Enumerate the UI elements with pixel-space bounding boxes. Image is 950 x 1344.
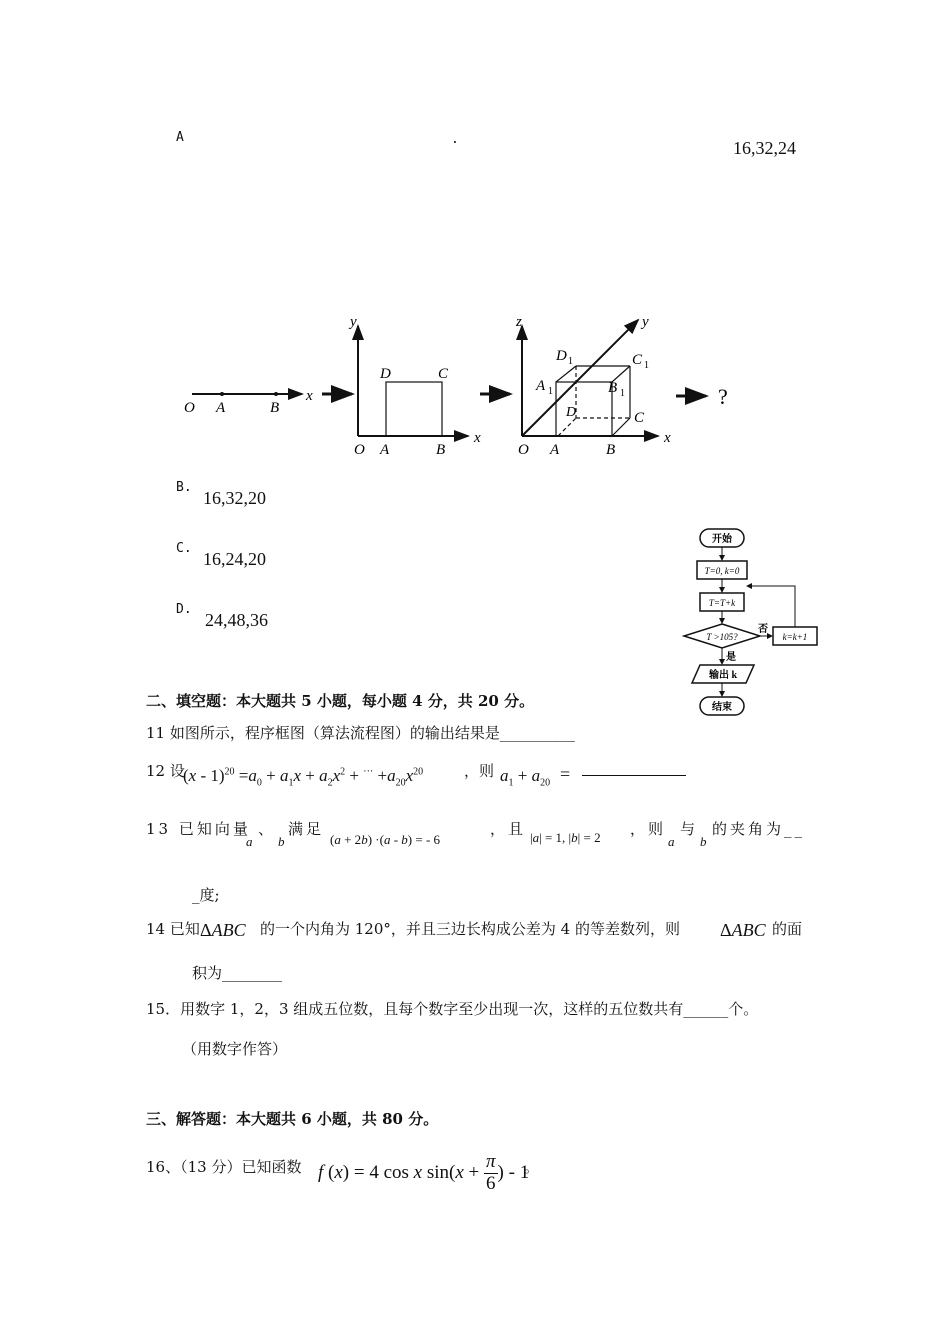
- q13-norms: |a| = 1, |b| = 2: [530, 830, 601, 845]
- option-a-value: 16,32,24: [733, 138, 796, 158]
- q13-sep: 、: [258, 820, 274, 838]
- q16-function: f (x) = 4 cos x sin(x + $\frac{\pi}{6}$ ) - 1: [318, 1151, 530, 1194]
- label-o-2: O: [354, 442, 365, 458]
- q13-with: 与: [680, 820, 696, 838]
- flowchart: [680, 524, 830, 724]
- q12-sum: $a_1 + a_{20}$: [500, 766, 551, 789]
- option-d-value: 24,48,36: [205, 610, 268, 630]
- flow-inc: k=k+1: [782, 632, 808, 642]
- q12-formula: $(x - 1)^{20} =a_0 + a_1x + a_2x^2 + ^{\cdot\cdot\cdot} +a_{20}x^{20}$: [183, 766, 424, 789]
- flow-update: T=T+k: [708, 598, 736, 608]
- label-d-2: D: [380, 366, 391, 382]
- q13-comma1: ，且: [490, 820, 527, 838]
- label-c-3: C: [634, 410, 645, 426]
- label-a-2: A: [380, 442, 390, 458]
- label-b-3: B: [606, 442, 616, 458]
- label-b-1: B: [270, 400, 280, 416]
- q14-mid: 的一个内角为 120°，并且三边长构成公差为 4 的等差数列，则: [260, 920, 680, 938]
- label-a-1: A: [216, 400, 226, 416]
- flow-start: 开始: [712, 534, 732, 545]
- label-x-2: x: [474, 430, 481, 446]
- label-b-2: B: [436, 442, 446, 458]
- q14-line2: 积为________: [192, 964, 283, 982]
- option-b-label: B.: [176, 480, 192, 495]
- label-c1: C: [632, 352, 643, 368]
- flow-init: T=0, k=0: [704, 566, 740, 576]
- q13-condition: (a + 2b) ·(a - b) = - 6: [330, 832, 441, 847]
- q15-line2: （用数字作答）: [182, 1040, 288, 1058]
- label-c1-sub: 1: [644, 360, 649, 371]
- option-c-label: C.: [176, 541, 192, 556]
- q12-prefix: 12 设: [146, 762, 185, 780]
- label-x-3: x: [664, 430, 671, 446]
- q11-text: 11 如图所示，程序框图（算法流程图）的输出结果是__________: [146, 724, 575, 742]
- q12-eq: =: [560, 764, 571, 784]
- label-y-3: y: [642, 314, 649, 330]
- option-c-value: 16,24,20: [203, 549, 266, 569]
- q15-line1: 15．用数字 1，2，3 组成五位数，且每个数字至少出现一次，这样的五位数共有______个。: [146, 1000, 759, 1018]
- label-y-2: y: [350, 314, 357, 330]
- label-x-1: x: [306, 388, 313, 404]
- label-b1: B: [608, 380, 618, 396]
- label-a1: A: [536, 378, 546, 394]
- flow-output: 输出 k: [708, 670, 738, 681]
- label-b1-sub: 1: [620, 388, 625, 399]
- q13-comma2: ，则: [630, 820, 667, 838]
- label-o-1: O: [184, 400, 195, 416]
- option-a-dot: .: [451, 132, 459, 147]
- q14-prefix: 14 已知: [146, 920, 200, 938]
- label-d1: D: [556, 348, 567, 364]
- q13-part2: 满足: [288, 820, 325, 838]
- flow-yes: 是: [726, 652, 736, 663]
- flow-cond: T >105?: [706, 632, 738, 642]
- flow-end: 结束: [712, 702, 732, 713]
- q13-line2: _度;: [192, 886, 220, 904]
- option-a-label: A: [176, 130, 184, 145]
- option-d-label: D.: [176, 602, 192, 617]
- section3-heading: 三、解答题：本大题共 6 小题，共 80 分。: [146, 1110, 439, 1128]
- label-a-3: A: [550, 442, 560, 458]
- q14-triangle-2: ΔABC: [720, 920, 766, 940]
- label-z-3: z: [516, 314, 522, 330]
- q16-prefix: 16、（13 分）已知函数: [146, 1158, 302, 1176]
- label-c-2: C: [438, 366, 449, 382]
- option-b-value: 16,32,20: [203, 488, 266, 508]
- coordinate-figure: [180, 308, 740, 458]
- q13-part1: 13 已知向量: [146, 820, 251, 838]
- flow-no: 否: [758, 624, 768, 635]
- label-o-3: O: [518, 442, 529, 458]
- q16-end: 。: [524, 1158, 540, 1176]
- label-a1-sub: 1: [548, 386, 553, 397]
- section2-heading: 二、填空题：本大题共 5 小题，每小题 4 分，共 20 分。: [146, 692, 535, 710]
- q12-comma: ，则: [464, 762, 495, 780]
- label-d1-sub: 1: [568, 356, 573, 367]
- q14-triangle-1: ΔABC: [200, 920, 246, 940]
- q12-blank: [582, 775, 686, 776]
- label-d-3: D: [566, 405, 577, 420]
- q13-tail: 的夹角为__: [712, 820, 806, 838]
- q14-suffix: 的面: [772, 920, 803, 938]
- question-mark: ?: [718, 384, 728, 409]
